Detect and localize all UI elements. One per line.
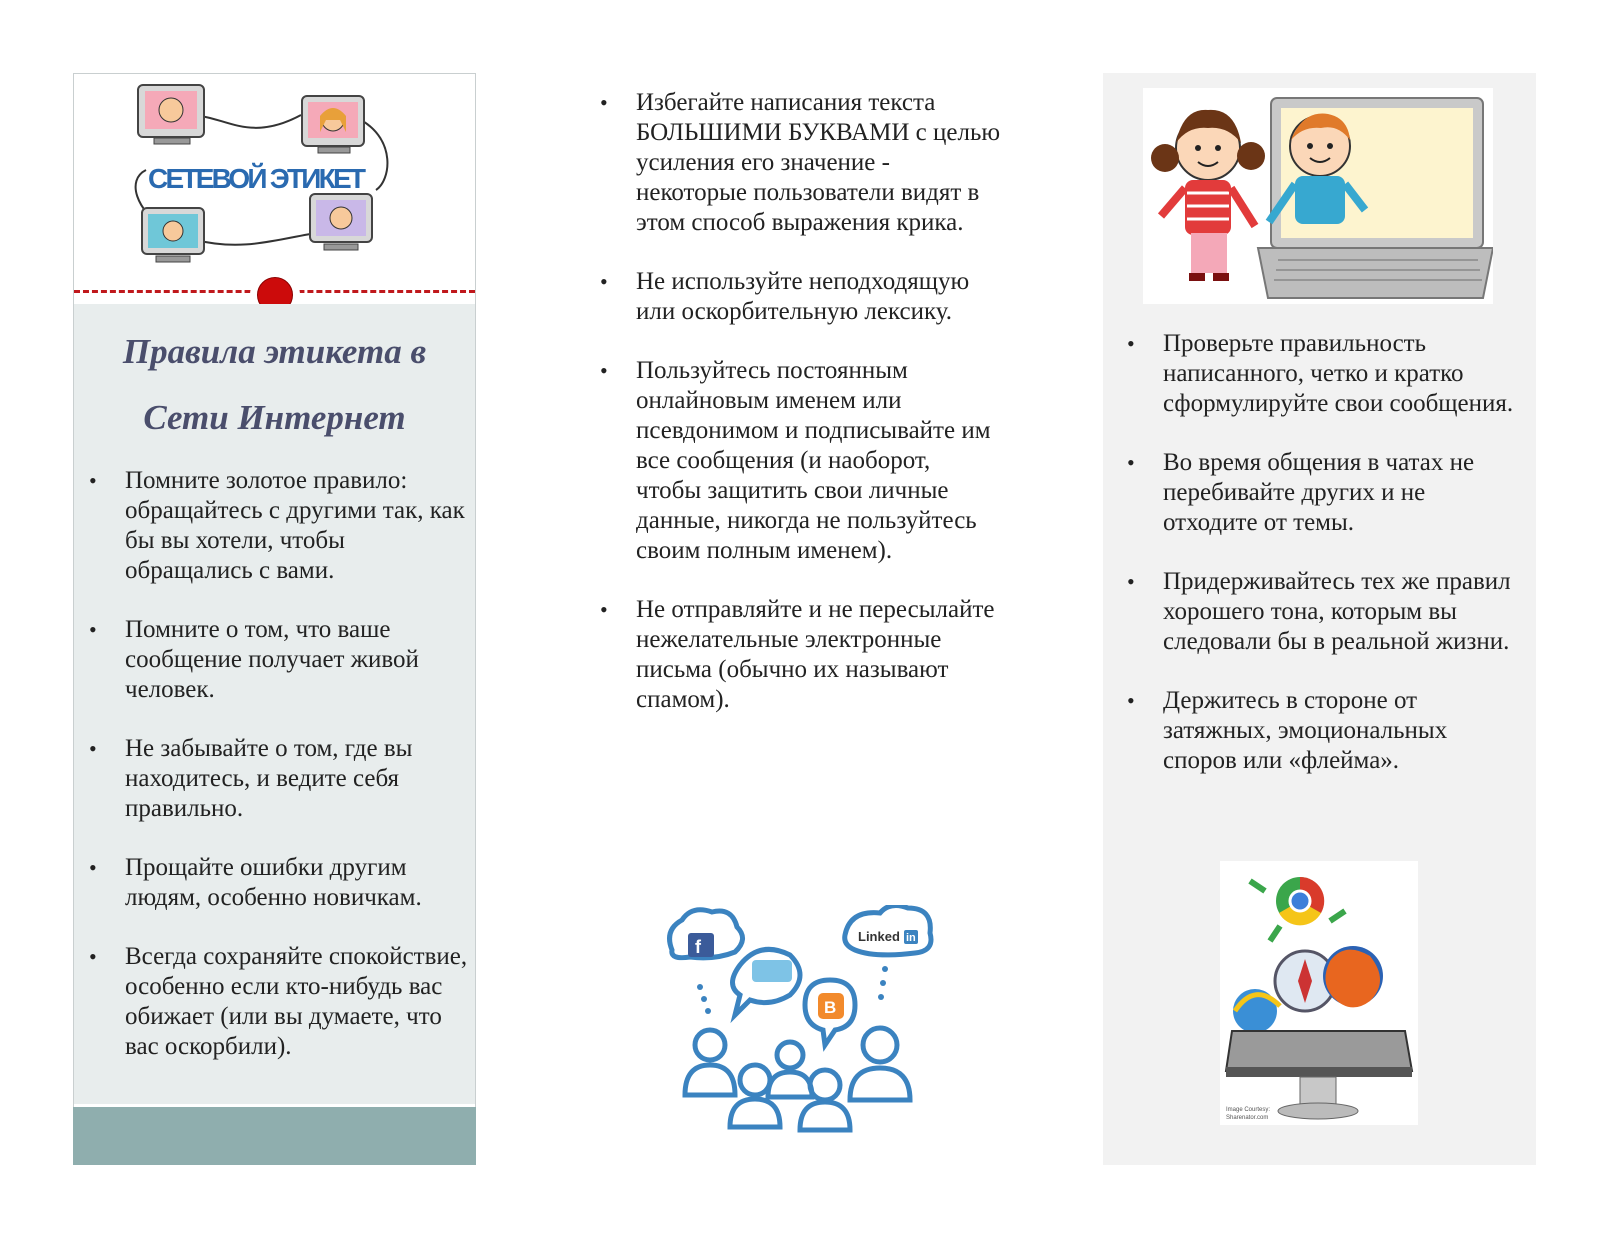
right-panel [1103, 73, 1536, 1165]
rules-list-right [1163, 329, 1518, 805]
list-item: • Держитесь в стороне от затяжных, эмоциональных споров или «флейма». [1163, 686, 1518, 776]
browsers-monitor-illustration [1220, 861, 1418, 1125]
monitor-icon [142, 208, 204, 262]
image-credit-line1: Image Courtesy: [1226, 1107, 1271, 1113]
kids-laptop-illustration [1143, 88, 1493, 304]
monitor-icon [302, 96, 364, 153]
network-etiquette-logo [126, 80, 426, 270]
twitter-bubble-icon [733, 949, 801, 1015]
facebook-label: f [695, 937, 701, 957]
list-item: • Не забывайте о том, где вы находитесь, и ведите себя правильно. [125, 734, 473, 824]
facebook-logo-icon [688, 933, 714, 957]
linkedin-in-label: in [906, 932, 916, 944]
list-item: • Не отправляйте и не пересылайте нежелательные электронные письма (обычно их называют спамом). [636, 595, 1001, 715]
image-credit-line2: Sharenator.com [1226, 1115, 1269, 1121]
monitor-icon [138, 85, 204, 144]
left-panel [73, 73, 476, 1165]
linkedin-label: Linked [858, 929, 900, 944]
monitor-icon [310, 194, 372, 250]
list-item: • Проверьте правильность написанного, четко и кратко сформулируйте свои сообщения. [1163, 329, 1518, 419]
rules-list-left [125, 466, 473, 1091]
list-item: • Всегда сохраняйте спокойствие, особенно если кто-нибудь вас обижает (или вы думаете, что вас оскорбили). [125, 942, 473, 1062]
middle-panel [636, 88, 1001, 848]
brochure-title-line1: Правила этикета в [122, 332, 427, 371]
brochure-title-line2: Сети Интернет [143, 398, 406, 437]
chrome-logo-icon [1250, 877, 1345, 941]
girl-figure [1151, 110, 1265, 281]
list-item: • Придерживайтесь тех же правил хорошего тона, которым вы следовали бы в реальной жизни. [1163, 567, 1518, 657]
list-item: • Помните золотое правило: обращайтесь с другими так, как бы вы хотели, чтобы обращались с вами. [125, 466, 473, 586]
ie-logo-icon [1233, 989, 1280, 1033]
blogger-label: B [824, 998, 837, 1017]
list-item: • Пользуйтесь постоянным онлайновым именем или псевдонимом и подписывайте им все сообщения (и наоборот, чтобы защитить свои личные данные, никогда не пользуйтесь своим полным именем). [636, 356, 1001, 566]
list-item: • Помните о том, что ваше сообщение получает живой человек. [125, 615, 473, 705]
list-item: • Во время общения в чатах не перебивайте других и не отходите от темы. [1163, 448, 1518, 538]
rules-list-middle [636, 88, 1001, 744]
list-item: • Прощайте ошибки другим людям, особенно новичкам. [125, 853, 473, 913]
list-item: • Избегайте написания текста БОЛЬШИМИ БУКВАМИ с целью усиления его значение - некоторые пользователи видят в этом способ выражения крика. [636, 88, 1001, 238]
firefox-logo-icon [1323, 946, 1383, 1007]
left-panel-header [74, 74, 475, 304]
social-network-illustration [660, 905, 945, 1140]
twitter-logo-icon [752, 960, 792, 982]
logo-title: СЕТЕВОЙ ЭТИКЕТ [148, 163, 366, 194]
list-item: • Не используйте неподходящую или оскорбительную лексику. [636, 267, 1001, 327]
left-panel-footer [73, 1107, 476, 1165]
